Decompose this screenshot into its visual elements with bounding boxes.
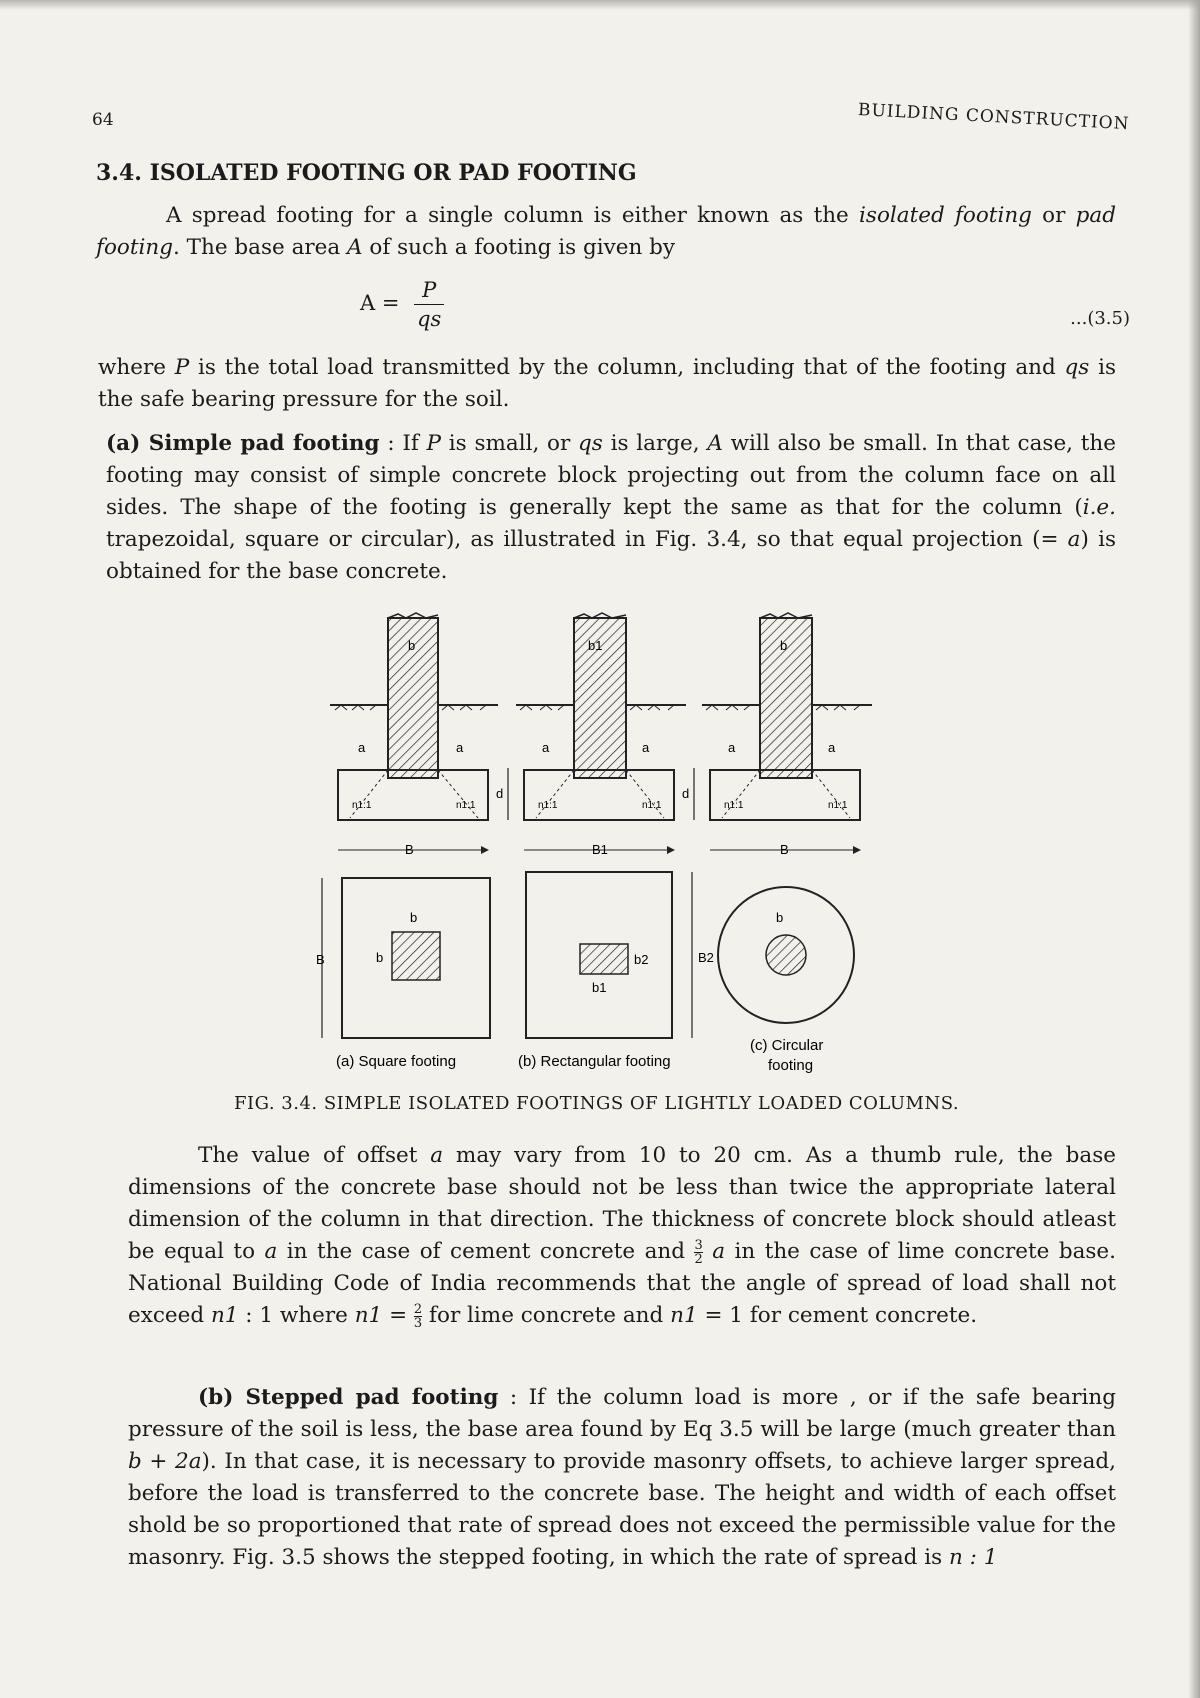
label-b: b [408, 638, 416, 653]
running-head: BUILDING CONSTRUCTION [857, 100, 1131, 135]
text: will also be small. In that case, the footing may consist of simple concrete block projecting out from the column face on all sides. The shape of the footing is generally kept the same as that for the column ( [106, 431, 1116, 520]
text: = [382, 1303, 414, 1328]
section-title: 3.4. ISOLATED FOOTING OR PAD FOOTING [96, 160, 637, 186]
text: for lime concrete and [422, 1303, 671, 1328]
square-footing-plan [316, 878, 490, 1070]
text: ) is obtained for the base concrete. [106, 527, 1116, 584]
text: may vary from 10 to 20 cm. As a thumb rule, the base dimensions of the concrete base should not be less than twice the appropriate lateral dimension of the column in that direction. The thickness of concrete block should atleast be equal to [128, 1143, 1116, 1264]
expression-n-1: n : 1 [948, 1545, 998, 1570]
label-b2: b2 [634, 952, 649, 967]
symbol-a: a [1067, 527, 1081, 552]
offset-paragraph [128, 1140, 1116, 1332]
stepped-pad-paragraph [128, 1382, 1116, 1574]
equation-number: ...(3.5) [1070, 308, 1130, 329]
text: . The base area [172, 235, 348, 260]
label-n1: n1:1 [828, 800, 848, 811]
label-b1: b1 [588, 638, 603, 653]
plan-column-b [580, 944, 628, 974]
caption-rectangular-footing: (b) Rectangular footing [518, 1053, 671, 1070]
footing-diagram [316, 610, 950, 1090]
symbol-n1: n1 [670, 1303, 698, 1328]
label-B: B [405, 842, 414, 857]
caption-circular: (c) Circular [750, 1037, 824, 1054]
denominator: 3 [413, 1315, 423, 1331]
symbol-p: P [174, 355, 190, 380]
text: in the case of lime concrete base. National Building Code of India recommends that the angle of spread of load shall not exceed [128, 1239, 1116, 1328]
label-B1: B1 [592, 842, 608, 857]
caption-square-footing: (a) Square footing [336, 1053, 457, 1070]
text: or [1031, 203, 1076, 228]
text: = 1 for cement concrete. [697, 1303, 978, 1328]
stepped-pad-heading: (b) Stepped pad footing [198, 1385, 499, 1410]
numerator: 3 [694, 1237, 703, 1253]
label-b: b [410, 910, 418, 925]
label-B: B [316, 952, 325, 967]
text: : 1 where [238, 1303, 355, 1328]
label-n1: n1:1 [352, 800, 372, 811]
circular-footing-elevation [702, 613, 872, 857]
equation-lhs: A = [360, 291, 400, 315]
text: is the total load transmitted by the column, including that of the footing and [189, 355, 1065, 380]
symbol-a: A [707, 431, 723, 456]
fraction-two-thirds [414, 1303, 422, 1330]
term-pad-footing: pad footing [96, 203, 1117, 260]
rectangular-footing-elevation [516, 613, 694, 857]
text: : If the column load is more , or if the safe bearing pressure of the soil is less, the base area found by Eq 3.5 will be large (much greater than [128, 1385, 1116, 1442]
label-b1: b1 [592, 980, 607, 995]
label-d: d [496, 786, 504, 801]
label-B2: B2 [698, 950, 714, 965]
term-isolated-footing: isolated footing [859, 203, 1032, 228]
rectangular-footing-plan [518, 872, 714, 1070]
simple-pad-paragraph [106, 428, 1116, 588]
label-a: a [642, 740, 650, 755]
text: is large, [602, 431, 708, 456]
text-ie: i.e. [1082, 495, 1116, 520]
text: is the safe bearing pressure for the soil. [98, 355, 1116, 412]
label-a: a [728, 740, 736, 755]
where-paragraph [98, 352, 1116, 416]
label-d: d [682, 786, 690, 801]
text: The value of offset [198, 1143, 431, 1168]
label-a: a [358, 740, 366, 755]
text: of such a footing is given by [362, 235, 676, 260]
expression-b-2a: b + 2a [128, 1449, 202, 1474]
label-a: a [828, 740, 836, 755]
text: is small, or [441, 431, 579, 456]
label-n1: n1:1 [642, 800, 662, 811]
text: in the case of cement concrete and [277, 1239, 695, 1264]
page-edge-shadow [0, 0, 1200, 10]
equation-denominator: qs [417, 307, 442, 331]
label-b: b [776, 910, 784, 925]
symbol-n1: n1 [354, 1303, 383, 1328]
text: where [98, 355, 175, 380]
symbol-a: a [264, 1239, 278, 1264]
figure-3-4 [316, 610, 950, 1090]
circular-footing-plan [718, 887, 854, 1074]
label-a: a [456, 740, 464, 755]
caption-footing: footing [768, 1057, 814, 1074]
symbol-a: a [712, 1239, 726, 1264]
equation-fraction [414, 278, 444, 331]
denominator: 2 [694, 1251, 703, 1267]
numerator: 2 [413, 1301, 423, 1317]
label-n1: n1:1 [456, 800, 476, 811]
square-footing-elevation [330, 613, 508, 857]
label-a: a [542, 740, 550, 755]
page-number: 64 [92, 110, 114, 130]
text: A spread footing for a single column is either known as the [166, 203, 860, 228]
symbol-a: a [430, 1143, 444, 1168]
symbol-p: P [426, 431, 442, 456]
text: : If [379, 431, 427, 456]
symbol-qs: qs [1064, 355, 1090, 380]
label-b: b [780, 638, 788, 653]
text: ). In that case, it is necessary to provide masonry offsets, to achieve larger spread, before the load is transferred to the concrete base. The height and width of each offset shold be so proportioned that rate of spread does not exceed the permissible value for the masonry. Fig. 3.5 shows the stepped footing, in which the rate of spread is [128, 1449, 1116, 1570]
label-n1: n1:1 [724, 800, 744, 811]
equation-3-5 [360, 278, 444, 331]
equation-numerator: P [414, 278, 444, 305]
label-B: B [780, 842, 789, 857]
intro-paragraph [96, 200, 1116, 264]
text: trapezoidal, square or circular), as illustrated in Fig. 3.4, so that equal projection (= [106, 527, 1068, 552]
figure-caption: FIG. 3.4. SIMPLE ISOLATED FOOTINGS OF LIGHTLY LOADED COLUMNS. [234, 1093, 960, 1114]
plan-column-c [766, 935, 806, 975]
plan-column-a [392, 932, 440, 980]
symbol-a: A [347, 235, 363, 260]
label-b: b [376, 950, 384, 965]
symbol-qs: qs [578, 431, 603, 456]
label-n1: n1:1 [538, 800, 558, 811]
fraction-three-halves [694, 1239, 702, 1266]
simple-pad-heading: (a) Simple pad footing [106, 431, 380, 456]
symbol-n1: n1 [210, 1303, 239, 1328]
page-edge-shadow-right [1188, 0, 1200, 1698]
